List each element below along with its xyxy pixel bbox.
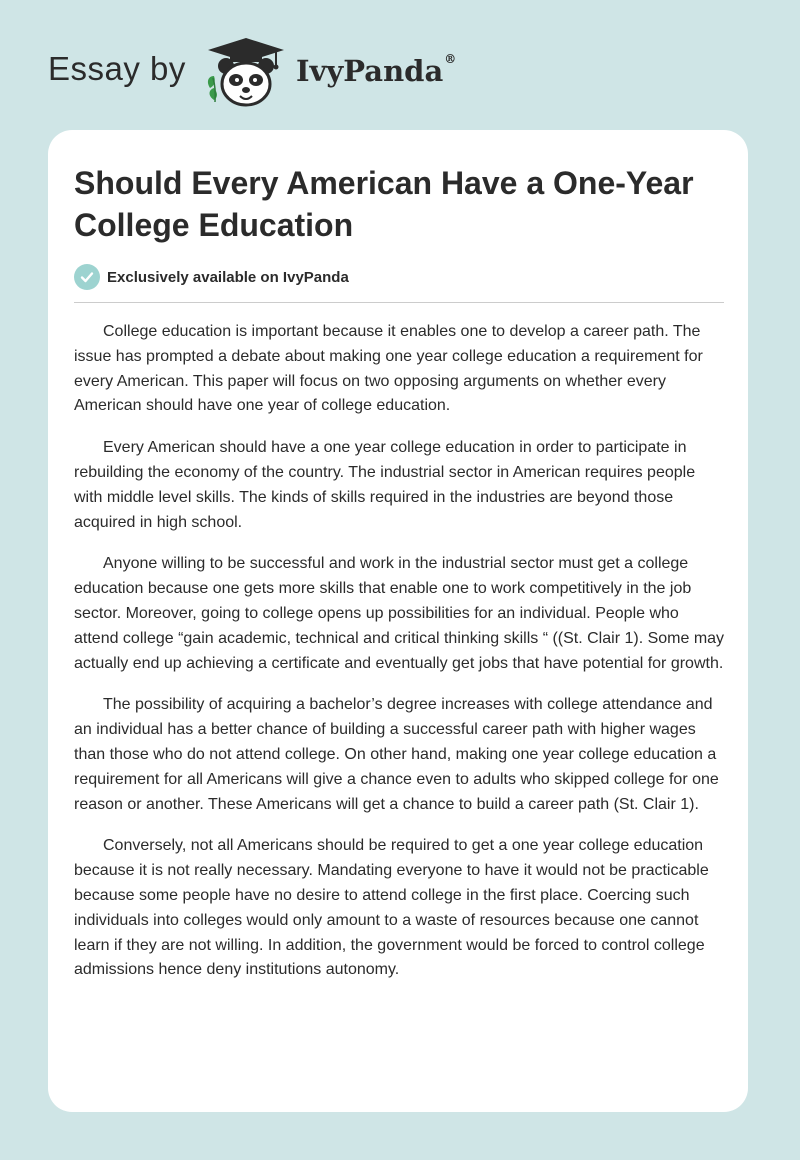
essay-by-label: Essay by xyxy=(48,50,186,87)
paragraph: College education is important because it enables one to develop a career path. The issue has prompted a debate about making one year college education a requirement for every American. This paper will focus on two opposing arguments on whether every American should have one year of college education. xyxy=(74,323,703,415)
brand-name[interactable] xyxy=(296,54,456,88)
essay-card xyxy=(48,130,748,1112)
essay-body xyxy=(74,320,726,1000)
paragraph: The possibility of acquiring a bachelor’s degree increases with college attendance and an individual has a better chance of building a successful career path with higher wages than those who do not attend college. On other hand, making one year college education a requirement for all Americans will give a chance even to adults who skipped college for one reason or another. These Americans will get a chance to build a career path (St. Clair 1). xyxy=(74,696,719,813)
panda-graduate-icon[interactable] xyxy=(204,36,288,108)
registered-mark: ® xyxy=(444,52,457,66)
exclusive-badge xyxy=(74,263,349,291)
check-circle-icon xyxy=(74,264,100,290)
site-header xyxy=(0,0,800,130)
page-title: Should Every American Have a One-Year College Education xyxy=(74,165,694,243)
brand-text: IvyPanda xyxy=(296,54,444,88)
paragraph: Every American should have a one year college education in order to participate in rebuilding the economy of the country. The industrial sector in American requires people with middle level skills. The kinds of skills required in the industries are beyond those acquired in high school. xyxy=(74,439,696,531)
paragraph: Conversely, not all Americans should be required to get a one year college education because it is not really necessary. Mandating everyone to have it would not be practicable because some people have no desire to attend college in the first place. Coercing such individuals into colleges would only amount to a waste of resources because one cannot learn if they are not willing. In addition, the government would be forced to control college admissions hence deny institutions autonomy. xyxy=(74,837,709,979)
exclusive-badge-label: Exclusively available on IvyPanda xyxy=(107,268,349,286)
paragraph: Anyone willing to be successful and work in the industrial sector must get a college education because one gets more skills that enable one to work competitively in the job sector. Moreover, going to college opens up possibilities for an individual. People who attend college “gain academic, technical and critical thinking skills “ ((St. Clair 1). Some may actually end up achieving a certificate and eventually get jobs that have potential for growth. xyxy=(74,555,725,672)
divider xyxy=(74,302,724,303)
